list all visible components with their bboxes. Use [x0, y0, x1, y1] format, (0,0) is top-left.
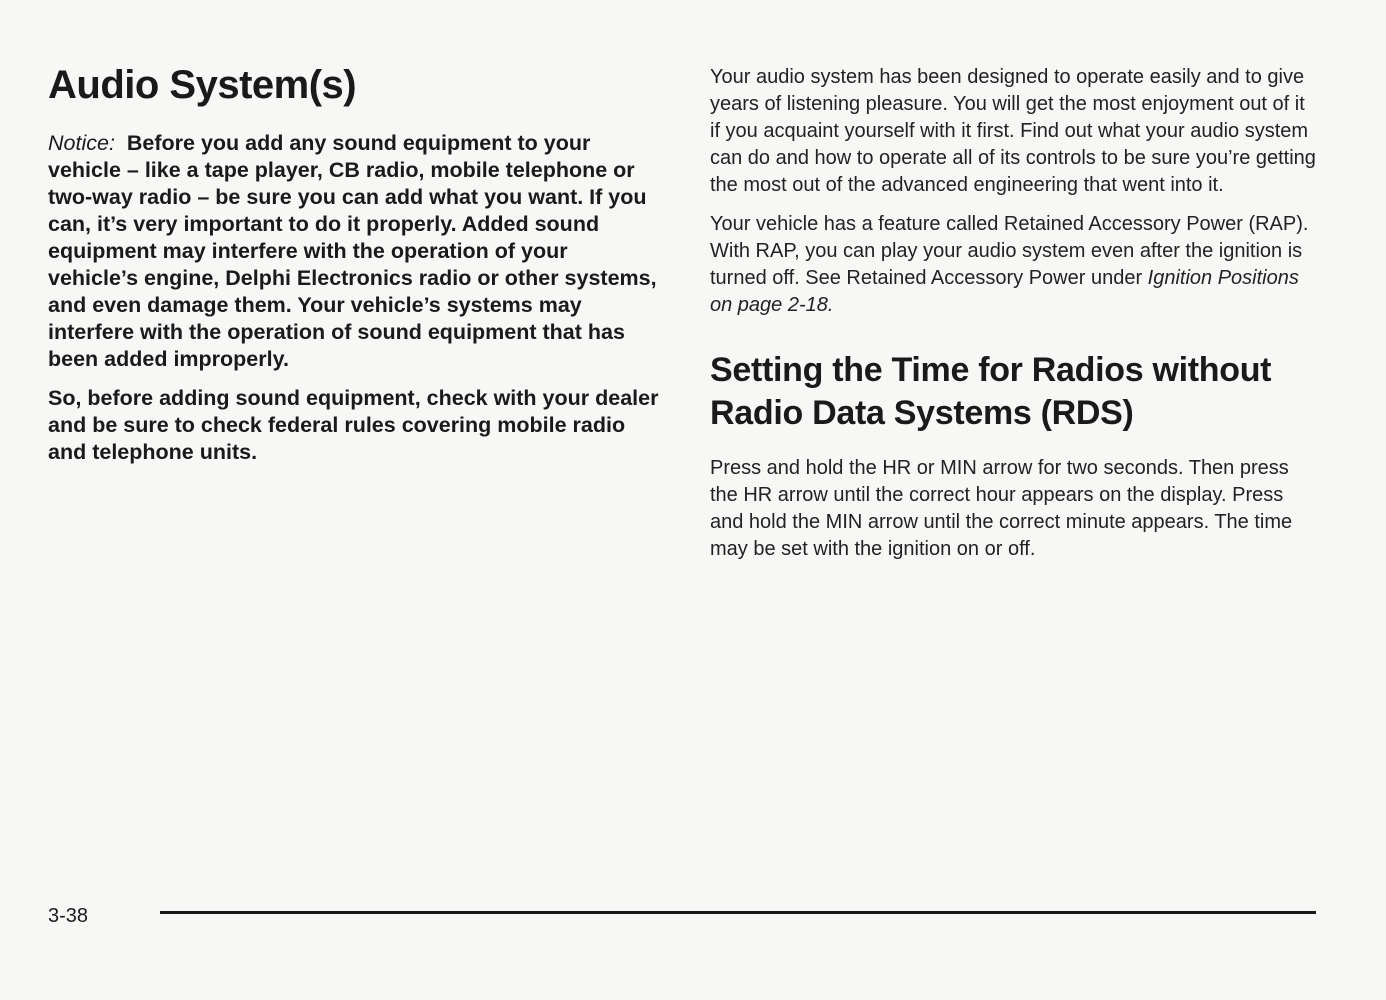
page-number: 3-38	[48, 905, 89, 927]
intro-paragraph: Your audio system has been designed to operate easily and to give years of listening pleasure. You will get the most enjoyment out of it if you acquaint yourself with it first. Find out what your audio system can do and how to operate all of its controls to be sure you’re getting the most out of the advanced engineering that went into it.	[710, 66, 1316, 196]
section-title: Audio System(s)	[48, 63, 357, 107]
subsection-heading: Setting the Time for Radios without Radio Data Systems (RDS)	[710, 351, 1272, 432]
right-column	[710, 64, 1320, 575]
left-column	[48, 60, 663, 478]
notice-paragraph	[48, 130, 663, 373]
notice-text: Before you add any sound equipment to your vehicle – like a tape player, CB radio, mobile telephone or two-way radio – be sure you can add what you want. If you can, it’s very important to do it properly. Added sound equipment may interfere with the operation of your vehicle’s engine, Delphi Electronics radio or other systems, and even damage them. Your vehicle’s systems may interfere with the operation of sound equipment that has been added improperly.	[48, 131, 657, 371]
rap-text: Your vehicle has a feature called Retained Accessory Power (RAP). With RAP, you can play your audio system even after the ignition is turned off. See Retained Accessory Power under	[710, 213, 1309, 289]
notice-followup: So, before adding sound equipment, check with your dealer and be sure to check federal rules covering mobile radio and telephone units.	[48, 386, 659, 464]
rap-paragraph	[710, 211, 1320, 319]
footer-rule	[160, 911, 1316, 914]
cross-reference-link[interactable]: Ignition Positions on page 2-18.	[710, 267, 1299, 316]
time-setting-paragraph: Press and hold the HR or MIN arrow for two seconds. Then press the HR arrow until the correct hour appears on the display. Press and hold the MIN arrow until the correct minute appears. The time may be set with the ignition on or off.	[710, 457, 1293, 560]
notice-label: Notice:	[48, 131, 115, 155]
